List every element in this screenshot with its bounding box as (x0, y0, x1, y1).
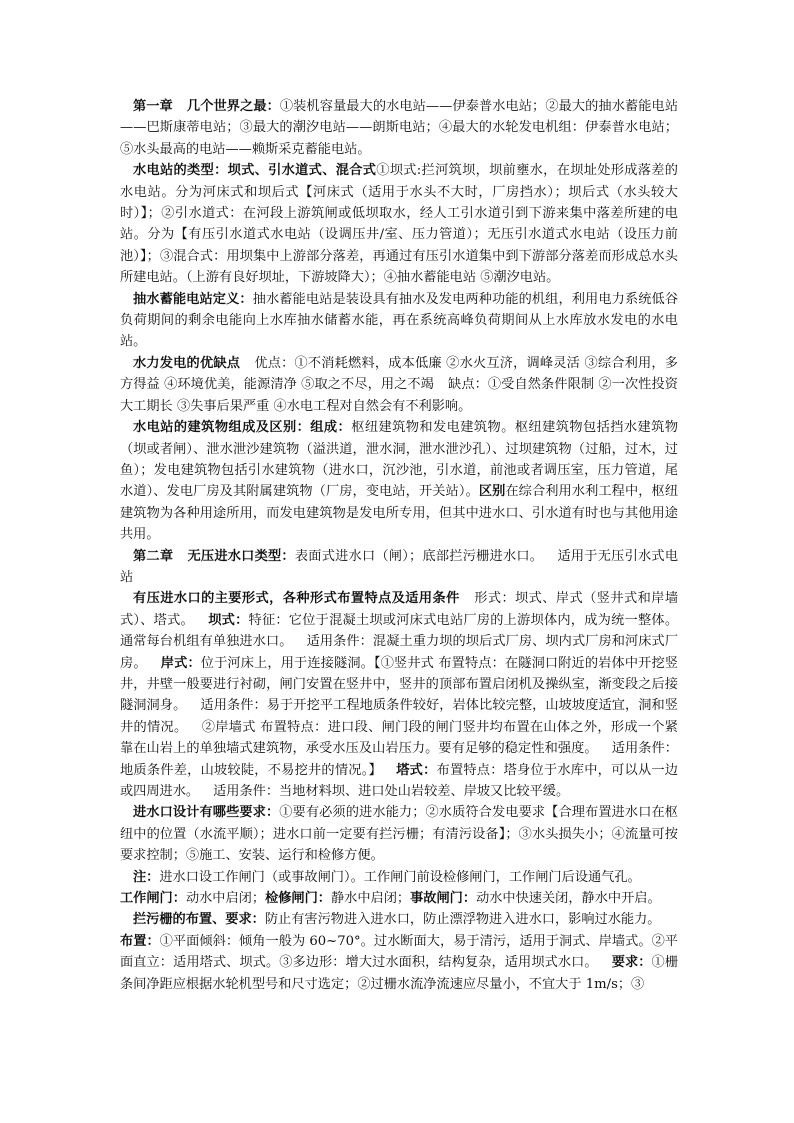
paragraph (120, 96, 678, 160)
body-text: 在综合利用水利工程中，枢纽建筑物为各种用途所用，而发电建筑物是发电所专用，但其中进水口、引水道有时也与其他用途共用。 (120, 484, 679, 543)
bold-heading-text: 抽水蓄能电站定义： (133, 291, 253, 307)
paragraph (120, 909, 678, 995)
body-text: 动水中快速关闭，静水中开启。 (476, 891, 661, 907)
bold-heading-text: 塔式： (395, 762, 437, 778)
body-text: 动水中启闭； (185, 891, 266, 907)
body-text: 适用于无压引水式电站 (120, 548, 679, 585)
body-text: 布置特点：塔身位于水库中，可以从一边或四周进水。 (120, 762, 678, 799)
bold-heading-text: 拦污栅的布置、要求： (133, 912, 265, 928)
bold-heading-text: 进水口设计有哪些要求： (133, 805, 280, 821)
bold-heading-text: 水电站的类型：坝式、引水道式、混合式 (133, 163, 377, 179)
bold-heading-text: 第一章 (133, 99, 173, 114)
bold-heading-text: 无压进水口类型： (187, 548, 295, 564)
body-text: 特征：它位于混凝土坝或河床式电站厂房的上游坝体内，成为统一整体。通常每台机组有单独进水口。 (120, 612, 679, 650)
body-text: 枢纽建筑物和发电建筑物。枢纽建筑物包括挡水建筑物（坝或者闸）、泄水泄沙建筑物（溢洪道，泄水洞，泄水泄沙孔）、过坝建筑物（过船，过木，过鱼）；发电建筑物包括引水建筑物（进水口，沉沙池，引水道，前池或者调压室，压力管道，尾水道）、发电厂房及其附属建筑物（厂房，变电站，开关站）。 (120, 420, 679, 500)
paragraph (120, 546, 678, 589)
body-text: ①栅条间净距应根据水轮机型号和尺寸选定；②过栅水流净流速应尽量小，不宜大于 1m/s；③ (120, 955, 679, 992)
bold-heading-text: 水电站的建筑物组成及区别：组成： (133, 420, 352, 436)
bold-heading-text: 检修闸门： (265, 891, 331, 907)
paragraph (120, 417, 678, 545)
body-text: 抽水蓄能电站是装设具有抽水及发电两种功能的机组，利用电力系统低谷负荷期间的剩余电能向上水库抽水储蓄水能，再在系统高峰负荷期间从上水库放水发电的水电站。 (120, 291, 679, 350)
body-text: 适用条件：混凝土重力坝的坝后式厂房、坝内式厂房和河床式厂房。 (120, 634, 679, 671)
bold-heading-text: 坝式： (207, 612, 249, 628)
paragraph (120, 802, 678, 866)
bold-heading-text: 有压进水口的主要形式，各种形式布置特点及适用条件 (133, 591, 460, 607)
bold-heading-text: 岸式： (160, 655, 201, 671)
body-text: 表面式进水口（闸）；底部拦污栅进水口。 (294, 548, 544, 564)
bold-heading-text: 第二章 (133, 548, 174, 564)
body-text: ①平面倾斜：倾角一般为 60~70°。过水断面大，易于清污，适用于洞式、岸墙式。②平面直立：适用塔式、坝式。③多边形：增大过水面积，结构复杂，适用坝式水口。 (120, 933, 678, 971)
paragraph (120, 867, 678, 910)
body-text: ①坝式:拦河筑坝，坝前壅水，在坝址处形成落差的水电站。分为河床式和坝后式【河床式（适用于水头不大时，厂房挡水）；坝后式（水头较大时）】；②引水道式：在河段上游筑闸或低坝取水，经人工引水道引到下游来集中落差所建的电站。分为【有压引水道式水电站（设调压井/室、压力管道）；无压引水道式水电站（设压力前池）】；③混合式：用坝集中上游部分落差，再通过有压引水道集中到下游部分落差而形成总水头所建电站。（上游有良好坝址，下游坡降大）；④抽水蓄能电站 ⑤潮汐电站。 (120, 163, 678, 286)
bold-heading-text: 区别 (478, 484, 506, 500)
body-text: 防止有害污物进入进水口，防止漂浮物进入进水口，影响过水能力。 (264, 912, 661, 928)
paragraph (120, 160, 678, 288)
body-text: 优点：①不消耗燃料，成本低廉 ②水火互济，调峰灵活 ③综合利用，多方得益 ④环境优美，能源清净 ⑤取之不尽，用之不竭 (120, 355, 678, 393)
paragraph (120, 289, 678, 353)
bold-heading-text: 要求： (611, 955, 652, 971)
body-text: 进水口设工作闸门（或事故闸门）。工作闸门前设检修闸门，工作闸门后设通气孔。 (159, 869, 641, 885)
body-text: 适用条件：当地材料坝、进口处山岩较差、岸坡又比较平缓。 (213, 784, 570, 799)
bold-heading-text: 工作闸门： (120, 891, 186, 907)
bold-heading-text: 水力发电的优缺点 (133, 355, 241, 371)
body-text: 静水中启闭； (331, 891, 411, 907)
body-text: 位于河床上，用于连接隧洞。【①竖井式 布置特点：在隧洞口附近的岩体中开挖竖井，井壁一般要进行衬砌，闸门安置在竖井中，竖井的顶部布置启闭机及操纵室，渐变段之后接隧洞洞身。 (120, 655, 679, 714)
body-text: ②岸墙式 布置特点：进口段、闸门段的闸门竖井均布置在山体之外，形成一个紧靠在山岩上的单独墙式建筑物，承受水压及山岩压力。要有足够的稳定性和强度。 (120, 719, 678, 757)
bold-heading-text: 几个世界之最： (186, 99, 280, 114)
body-text: 适用条件：地质条件差，山坡较陡，不易挖井的情况。】 (120, 741, 678, 778)
paragraph (120, 353, 678, 417)
body-text: 缺点：①受自然条件限制 ②一次性投资大工期长 ③失事后果严重 ④水电工程对自然会有不利影响。 (120, 377, 678, 414)
document-body (120, 96, 678, 995)
body-text: ①要有必须的进水能力；②水质符合发电要求【合理布置进水口在枢纽中的位置（水流平顺）；进水口前一定要有拦污栅；有清污设备】；③水头损失小；④流量可按要求控制；⑤施工、安装、运行和检修方便。 (120, 805, 678, 864)
paragraph (120, 588, 678, 802)
body-text: ①装机容量最大的水电站——伊泰普水电站；②最大的抽水蓄能电站——巴斯康蒂电站；③最大的潮汐电站——朗斯电站；④最大的水轮发电机组：伊泰普水电站；⑤水头最高的电站——赖斯采克蓄能电站。 (120, 99, 679, 157)
bold-heading-text: 注： (133, 869, 160, 885)
body-text: 形式：坝式、岸式（竖井式和岸墙式）、塔式。 (120, 591, 679, 628)
bold-heading-text: 事故闸门： (410, 891, 477, 907)
body-text: 适用条件：易于开挖平工程地质条件较好，岩体比较完整，山坡坡度适宜，洞和竖井的情况。 (120, 698, 678, 735)
bold-heading-text: 布置： (120, 933, 160, 949)
